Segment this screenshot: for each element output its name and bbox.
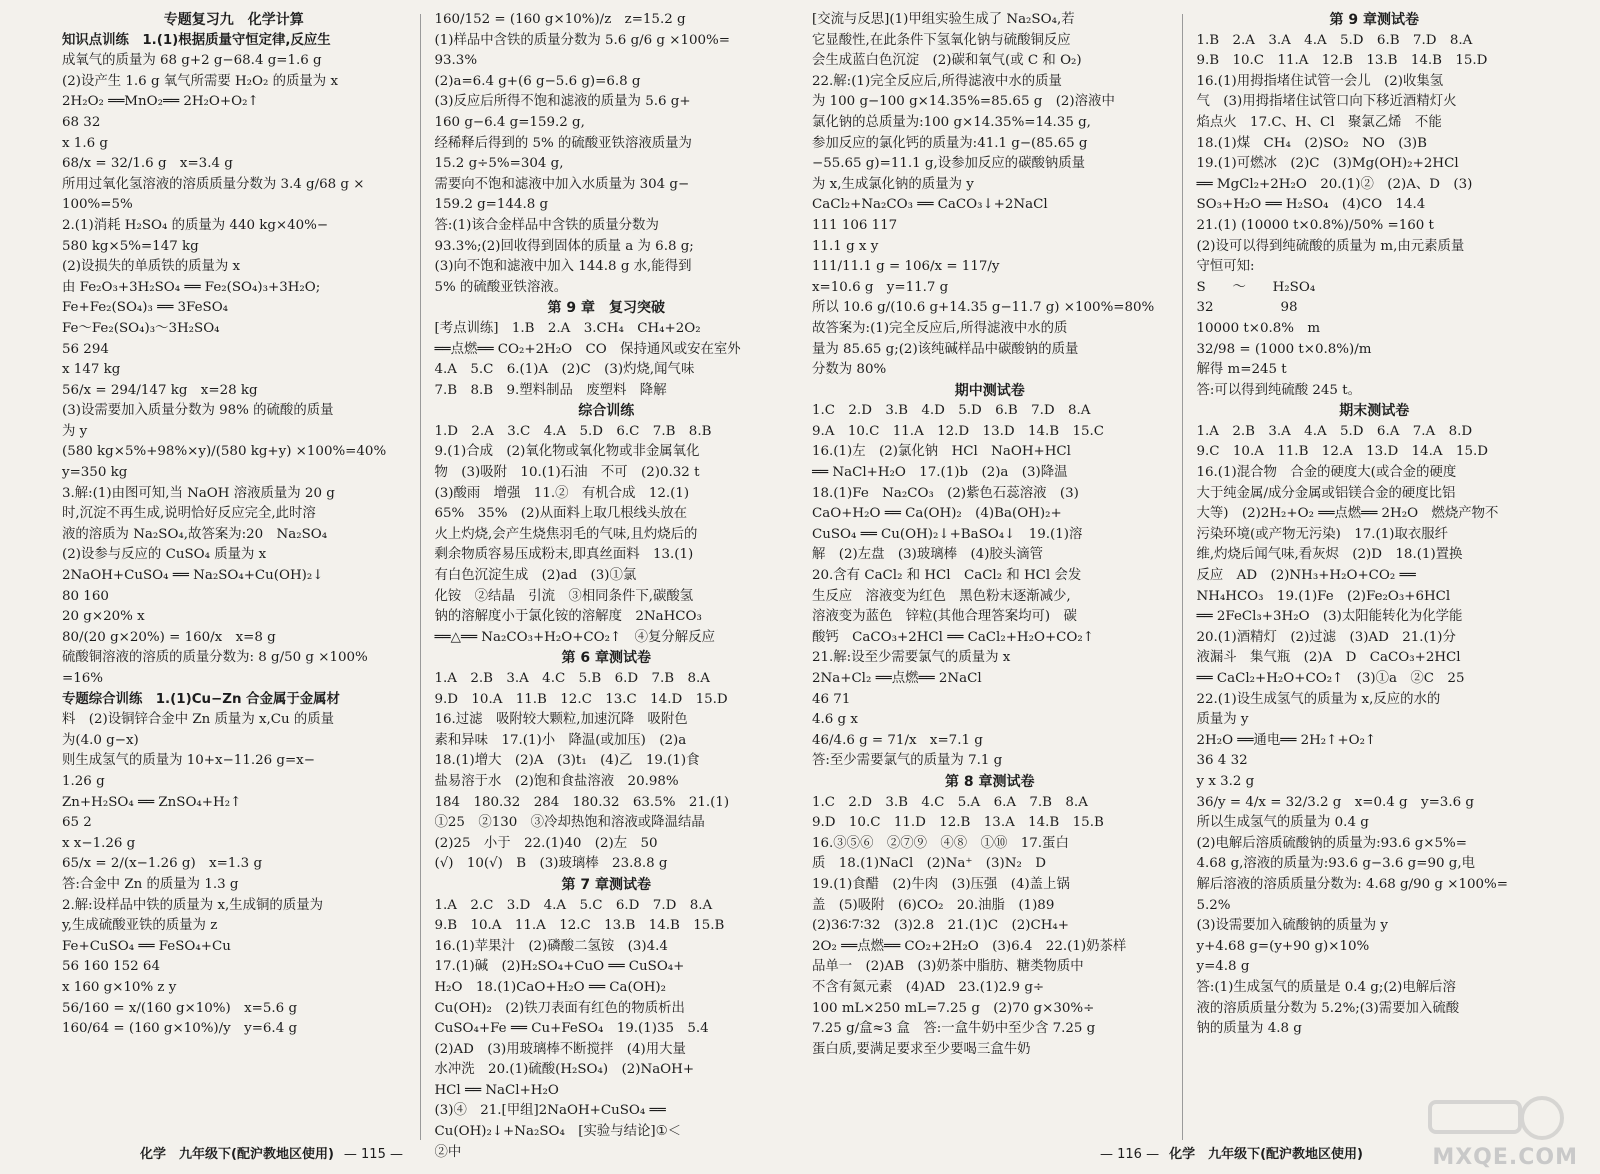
answer-line: [交流与反思](1)甲组实验生成了 Na₂SO₄,若 xyxy=(812,12,1075,27)
answer-line: 维,灼烧后闻气味,看灰烬 (2)D 18.(1)置换 xyxy=(1196,547,1463,563)
answer-line: (3)向不饱和滤液中加入 144.8 g 水,能得到 xyxy=(434,259,692,275)
answer-line: 16.(1)苹果汁 (2)磷酸二氢铵 (3)4.4 xyxy=(434,938,668,954)
answer-line: 111 106 117 xyxy=(812,217,898,233)
answer-line: 56/x = 294/147 kg x=28 kg xyxy=(62,382,258,398)
answer-line: 22.(1)设生成氢气的质量为 x,反应的水的 xyxy=(1196,691,1441,707)
answer-line: 65 2 xyxy=(62,815,92,831)
section-heading: 综合训练 xyxy=(578,403,635,420)
left-page-column-1 xyxy=(62,10,406,1140)
answer-line: [考点训练] 1.B 2.A 3.CH₄ CH₄+2O₂ xyxy=(434,320,701,336)
answer-line: 16.过滤 吸附较大颗粒,加速沉降 吸附色 xyxy=(434,712,688,728)
answer-line: 2H₂O ══通电══ 2H₂↑+O₂↑ xyxy=(1196,732,1377,748)
answer-line: 盐易溶于水 (2)饱和食盐溶液 20.98% xyxy=(434,773,679,789)
answer-line: 32 98 xyxy=(1196,300,1298,316)
right-footer xyxy=(1090,1143,1363,1162)
answer-line: 5% 的硫酸亚铁溶液。 xyxy=(434,279,568,295)
answer-line: 量为 85.65 g;(2)该纯碱样品中碳酸钠的质量 xyxy=(812,341,1079,357)
answer-line: 46 71 xyxy=(812,691,851,707)
answer-line: 守恒可知: xyxy=(1196,259,1255,275)
answer-line: 65% 35% (2)从面料上取几根线头放在 xyxy=(434,506,688,522)
answer-line: 钠的质量为 4.8 g xyxy=(1196,1021,1302,1037)
section-heading: 第 9 章测试卷 xyxy=(1329,12,1419,28)
answer-line: (3)设需要加入质量分数为 98% 的硫酸的质量 xyxy=(62,403,334,419)
answer-line: 1.26 g xyxy=(62,773,105,789)
answer-line: 93.3% xyxy=(434,53,478,69)
answer-line: 36 4 32 xyxy=(1196,753,1248,769)
section-heading: 专题复习九 化学计算 xyxy=(163,12,304,28)
answer-line: (3)反应后所得不饱和滤液的质量为 5.6 g+ xyxy=(434,94,691,110)
answer-line: 大等) (2)2H₂+O₂ ══点燃══ 2H₂O 燃烧产物不 xyxy=(1196,506,1499,522)
answer-line: 9.D 10.C 11.D 12.B 13.A 14.B 15.B xyxy=(812,815,1104,831)
answer-line: 不含有氮元素 (4)AD 23.(1)2.9 g÷ xyxy=(812,979,1045,995)
answer-line: 46/4.6 g = 71/x x=7.1 g xyxy=(812,732,983,748)
answer-line: 17.(1)碱 (2)H₂SO₄+CuO ══ CuSO₄+ xyxy=(434,959,685,975)
answer-line: (√) 10(√) B (3)玻璃棒 23.8.8 g xyxy=(434,856,668,872)
answer-line: 9.D 10.A 11.B 12.C 13.C 14.D 15.D xyxy=(434,691,728,707)
answer-line: x x−1.26 g xyxy=(62,835,136,851)
answer-line: 2.解:设样品中铁的质量为 x,生成铜的质量为 xyxy=(62,897,323,913)
answer-line: 1.A 2.B 3.A 4.C 5.B 6.D 7.B 8.A xyxy=(434,671,710,686)
answer-line: y=4.8 g xyxy=(1196,959,1250,975)
answer-line: 剩余物质容易压成粉末,即真丝面料 13.(1) xyxy=(434,547,694,563)
answer-line: 9.B 10.A 11.A 12.C 13.B 14.B 15.B xyxy=(434,918,725,934)
answer-line: 93.3%;(2)回收得到固体的质量 a 为 6.8 g; xyxy=(434,238,694,254)
answer-line: 质 18.(1)NaCl (2)Na⁺ (3)N₂ D xyxy=(812,856,1046,872)
answer-line: 有白色沉淀生成 (2)ad (3)①氯 xyxy=(434,568,637,584)
answer-line: Cu(OH)₂↓+Na₂SO₄ [实验与结论]①＜ xyxy=(434,1124,682,1140)
answer-line: 10000 t×0.8% m xyxy=(1196,320,1321,336)
answer-line: 21.(1) (10000 t×0.8%)/50% =160 t xyxy=(1196,217,1434,233)
answer-line: 所用过氧化氢溶液的溶质质量分数为 3.4 g/68 g × xyxy=(62,176,365,192)
answer-line: x 1.6 g xyxy=(62,135,108,151)
left-page-column-2 xyxy=(434,10,779,1160)
answer-line: 4.68 g,溶液的质量为:93.6 g−3.6 g=90 g,电 xyxy=(1196,856,1475,872)
answer-line: 为 x,生成氯化钠的质量为 y xyxy=(812,176,974,192)
answer-line: 20 g×20% x xyxy=(62,609,145,625)
answer-line: 7.B 8.B 9.塑料制品 废塑料 降解 xyxy=(434,382,667,398)
answer-line: 160/64 = (160 g×10%)/y y=6.4 g xyxy=(62,1021,298,1037)
answer-line: 专题综合训练 1.(1)Cu−Zn 合金属于金属材 xyxy=(62,691,340,707)
answer-line: 反应 AD (2)NH₃+H₂O+CO₂ ══ xyxy=(1196,568,1416,584)
answer-line: 56/160 = x/(160 g×10%) x=5.6 g xyxy=(62,1000,298,1016)
answer-line: 需要向不饱和滤液中加入水质量为 304 g− xyxy=(434,176,690,192)
answer-line: ══ MgCl₂+2H₂O 20.(1)② (2)A、D (3) xyxy=(1196,176,1473,192)
answer-line: 水冲洗 20.(1)硫酸(H₂SO₄) (2)NaOH+ xyxy=(434,1062,695,1078)
answer-line: (3)酸雨 增强 11.② 有机合成 12.(1) xyxy=(434,485,690,501)
answer-line: 火上灼烧,会产生烧焦羽毛的气味,且灼烧后的 xyxy=(434,526,698,542)
column-divider xyxy=(1182,14,1183,1140)
answer-line: 3.解:(1)由图可知,当 NaOH 溶液质量为 20 g xyxy=(62,485,335,501)
answer-line: 160/152 = (160 g×10%)/z z=15.2 g xyxy=(434,12,686,27)
answer-line: 16.(1)混合物 合金的硬度大(或合金的硬度 xyxy=(1196,465,1457,481)
right-page-column-2 xyxy=(1197,10,1553,1140)
answer-line: 参加反应的氯化钙的质量为:41.1 g−(85.65 g xyxy=(812,135,1088,151)
answer-line: 时,沉淀不再生成,说明恰好反应完全,此时溶 xyxy=(62,506,316,522)
answer-line: 故答案为:(1)完全反应后,所得滤液中水的质 xyxy=(812,320,1068,336)
answer-line: 19.(1)食醋 (2)牛肉 (3)压强 (4)盖上锅 xyxy=(812,876,1070,892)
page-number: — 115 — xyxy=(343,1147,403,1162)
answer-line: 2NaOH+CuSO₄ ══ Na₂SO₄+Cu(OH)₂↓ xyxy=(62,568,324,584)
answer-line: 65/x = 2/(x−1.26 g) x=1.3 g xyxy=(62,856,263,872)
answer-line: 1.C 2.D 3.B 4.D 5.D 6.B 7.D 8.A xyxy=(812,403,1091,419)
answer-line: 184 180.32 284 180.32 63.5% 21.(1) xyxy=(434,794,730,810)
answer-line: 所以 10.6 g/(10.6 g+14.35 g−11.7 g) ×100%=80% xyxy=(812,300,1155,316)
answer-line: 答:合金中 Zn 的质量为 1.3 g xyxy=(62,876,239,892)
answer-line: 知识点训练 1.(1)根据质量守恒定律,反应生 xyxy=(62,32,331,48)
page-number: — 116 — xyxy=(1100,1147,1160,1162)
answer-line: 则生成氢气的质量为 10+x−11.26 g=x− xyxy=(62,753,315,769)
answer-line: S ～ H₂SO₄ xyxy=(1196,279,1316,295)
answer-line: 所以生成氢气的质量为 0.4 g xyxy=(1196,815,1369,831)
answer-line: 解得 m=245 t xyxy=(1196,362,1287,378)
answer-line: NH₄HCO₃ 19.(1)Fe (2)Fe₂O₃+6HCl xyxy=(1196,588,1451,604)
answer-line: ══△══ Na₂CO₃+H₂O+CO₂↑ ④复分解反应 xyxy=(434,629,715,645)
answer-line: 为(4.0 g−x) xyxy=(62,732,139,748)
answer-line: 会生成蓝白色沉淀 (2)碳和氧气(或 C 和 O₂) xyxy=(812,53,1082,69)
section-heading: 期末测试卷 xyxy=(1339,403,1410,420)
answer-line: CaO+H₂O ══ Ca(OH)₂ (4)Ba(OH)₂+ xyxy=(812,506,1062,522)
answer-line: 56 160 152 64 xyxy=(62,959,160,975)
answer-line: HCl ══ NaCl+H₂O xyxy=(434,1082,559,1098)
answer-line: 16.(1)左 (2)氯化钠 HCl NaOH+HCl xyxy=(812,444,1071,460)
answer-line: 1.A 2.C 3.D 4.A 5.C 6.D 7.D 8.A xyxy=(434,897,713,913)
answer-line: 19.(1)可燃冰 (2)C (3)Mg(OH)₂+2HCl xyxy=(1196,156,1459,172)
answer-line: Fe+CuSO₄ ══ FeSO₄+Cu xyxy=(62,938,231,954)
right-page-column-1 xyxy=(812,10,1168,1140)
answer-line: y=350 kg xyxy=(62,465,128,481)
watermark-text: MXQE.COM xyxy=(1432,1145,1578,1170)
answer-line: 答:至少需要氯气的质量为 7.1 g xyxy=(812,753,1003,769)
answer-line: 气 (3)用拇指堵住试管口向下移近酒精灯火 xyxy=(1196,94,1457,110)
answer-line: 1.B 2.A 3.A 4.A 5.D 6.B 7.D 8.A xyxy=(1196,32,1473,48)
answer-line: 18.(1)Fe Na₂CO₃ (2)紫色石蕊溶液 (3) xyxy=(812,485,1079,501)
answer-line: CaCl₂+Na₂CO₃ ══ CaCO₃↓+2NaCl xyxy=(812,197,1048,213)
answer-line: 18.(1)煤 CH₄ (2)SO₂ NO (3)B xyxy=(1196,135,1427,151)
answer-line: 氯化钠的总质量为:100 g×14.35%=14.35 g, xyxy=(812,114,1091,130)
answer-line: 4.A 5.C 6.(1)A (2)C (3)灼烧,闻气味 xyxy=(434,362,695,378)
answer-line: 68/x = 32/1.6 g x=3.4 g xyxy=(62,156,233,172)
answer-line: 钠的溶解度小于氯化铵的溶解度 2NaHCO₃ xyxy=(434,609,702,625)
answer-line: 15.2 g÷5%=304 g, xyxy=(434,156,564,172)
answer-line: y,生成硫酸亚铁的质量为 z xyxy=(62,918,218,934)
answer-line: 1.D 2.A 3.C 4.A 5.D 6.C 7.B 8.B xyxy=(434,423,712,439)
answer-line: (2)设参与反应的 CuSO₄ 质量为 x xyxy=(62,547,267,563)
answer-line: 蛋白质,要满足要求至少要喝三盒牛奶 xyxy=(812,1041,1031,1057)
answer-line: 111/11.1 g = 106/x = 117/y xyxy=(812,259,1000,275)
answer-line: 22.解:(1)完全反应后,所得滤液中水的质量 xyxy=(812,73,1062,89)
answer-line: 为 100 g−100 g×14.35%=85.65 g (2)溶液中 xyxy=(812,94,1115,110)
answer-line: x=10.6 g y=11.7 g xyxy=(812,279,949,295)
answer-line: 2O₂ ══点燃══ CO₂+2H₂O (3)6.4 22.(1)奶茶样 xyxy=(812,938,1127,954)
answer-line: (2)a=6.4 g+(6 g−5.6 g)=6.8 g xyxy=(434,73,641,89)
answer-line: 21.解:设至少需要氯气的质量为 x xyxy=(812,650,1011,666)
answer-line: (2)设损失的单质铁的质量为 x xyxy=(62,259,241,275)
answer-line: 9.C 10.A 11.B 12.A 13.D 14.A 15.D xyxy=(1196,444,1488,460)
answer-line: (580 kg×5%+98%×y)/(580 kg+y) ×100%=40% xyxy=(62,444,387,460)
answer-line: Fe+Fe₂(SO₄)₃ ══ 3FeSO₄ xyxy=(62,300,229,316)
answer-line: 答:(1)该合金样品中含铁的质量分数为 xyxy=(434,217,659,233)
answer-line: (2)AD (3)用玻璃棒不断搅拌 (4)用大量 xyxy=(434,1041,686,1057)
answer-line: 物 (3)吸附 10.(1)石油 不可 (2)0.32 t xyxy=(434,465,700,481)
answer-line: 9.A 10.C 11.A 12.D 13.D 14.B 15.C xyxy=(812,423,1105,439)
answer-line: (3)设需要加入硫酸钠的质量为 y xyxy=(1196,918,1388,934)
answer-line: (2)电解后溶质硫酸钠的质量为:93.6 g×5%= xyxy=(1196,835,1467,851)
right-page xyxy=(812,10,1552,1140)
answer-line: 焰点火 17.C、H、Cl 聚氯乙烯 不能 xyxy=(1196,114,1442,130)
answer-line: 2H₂O₂ ══MnO₂══ 2H₂O+O₂↑ xyxy=(62,94,259,110)
answer-line: 4.6 g x xyxy=(812,712,858,728)
section-heading: 第 9 章 复习突破 xyxy=(547,300,665,317)
answer-line: 解 (2)左盘 (3)玻璃棒 (4)胶头滴管 xyxy=(812,547,1043,563)
answer-line: 100 mL×250 mL=7.25 g (2)70 g×30%÷ xyxy=(812,1000,1095,1016)
answer-line: ══ NaCl+H₂O 17.(1)b (2)a (3)降温 xyxy=(812,465,1068,481)
answer-line: 质量为 y xyxy=(1196,712,1249,728)
answer-line: y x 3.2 g xyxy=(1196,773,1255,789)
answer-line: 9.B 10.C 11.A 12.B 13.B 14.B 15.D xyxy=(1196,53,1488,69)
answer-line: y+4.68 g=(y+90 g)×10% xyxy=(1196,938,1370,954)
answer-line: 溶液变为蓝色 锌粒(其他合理答案均可) 碳 xyxy=(812,609,1077,625)
answer-line: 它显酸性,在此条件下氢氧化钠与硫酸铜反应 xyxy=(812,32,1071,48)
answer-line: 160 g−6.4 g=159.2 g, xyxy=(434,114,585,130)
answer-line: Zn+H₂SO₄ ══ ZnSO₄+H₂↑ xyxy=(62,794,242,810)
answer-line: 品单一 (2)AB (3)奶茶中脂肪、糖类物质中 xyxy=(812,959,1084,975)
answer-line: 生反应 溶液变为红色 黑色粉末逐渐减少, xyxy=(812,588,1071,604)
answer-line: 16.③⑤⑥ ②⑦⑨ ④⑧ ①⑩ 17.蛋白 xyxy=(812,835,1069,851)
answer-line: 32/98 = (1000 t×0.8%)/m xyxy=(1196,341,1372,357)
answer-line: 159.2 g=144.8 g xyxy=(434,197,549,213)
answer-line: 盖 (5)吸附 (6)CO₂ 20.油脂 (1)89 xyxy=(812,897,1055,913)
section-heading: 第 8 章测试卷 xyxy=(945,773,1035,790)
answer-line: (1)样品中含铁的质量分数为 5.6 g/6 g ×100%= xyxy=(434,32,730,48)
answer-line: 由 Fe₂O₃+3H₂SO₄ ══ Fe₂(SO₄)₃+3H₂O; xyxy=(62,279,321,295)
answer-line: 酸钙 CaCO₃+2HCl ══ CaCl₂+H₂O+CO₂↑ xyxy=(812,629,1094,645)
answer-line: 大于纯金属/成分金属或铝镁合金的硬度比铝 xyxy=(1196,485,1456,501)
answer-line: x 160 g×10% z y xyxy=(62,979,177,995)
left-footer xyxy=(140,1143,413,1162)
answer-line: 2Na+Cl₂ ══点燃══ 2NaCl xyxy=(812,671,982,686)
answer-line: 分数为 80% xyxy=(812,362,887,378)
answer-line: (3)④ 21.[甲组]2NaOH+CuSO₄ ══ xyxy=(434,1103,666,1119)
answer-line: 80/(20 g×20%) = 160/x x=8 g xyxy=(62,629,276,645)
answer-line: 100%=5% xyxy=(62,197,133,213)
answer-line: x 147 kg xyxy=(62,362,121,378)
answer-line: ①25 ②130 ③冷却热饱和溶液或降温结晶 xyxy=(434,815,705,831)
answer-line: (2)25 小于 22.(1)40 (2)左 50 xyxy=(434,835,658,851)
answer-line: =16% xyxy=(62,671,103,686)
answer-line: 为 y xyxy=(62,423,88,439)
answer-line: 1.C 2.D 3.B 4.C 5.A 6.A 7.B 8.A xyxy=(812,794,1088,810)
answer-line: 80 160 xyxy=(62,588,109,604)
section-heading: 期中测试卷 xyxy=(954,382,1025,399)
footer-subject: 化学 九年级下(配沪教地区使用) xyxy=(140,1147,334,1162)
answer-line: −55.65 g)=11.1 g,设参加反应的碳酸钠质量 xyxy=(812,156,1086,172)
answer-line: 56 294 xyxy=(62,341,109,357)
answer-line: 解后溶液的溶质质量分数为: 4.68 g/90 g ×100%= xyxy=(1196,876,1508,892)
answer-line: CuSO₄ ══ Cu(OH)₂↓+BaSO₄↓ 19.(1)溶 xyxy=(812,526,1083,542)
answer-line: 成氧气的质量为 68 g+2 g−68.4 g=1.6 g xyxy=(62,53,322,69)
answer-line: ══ CaCl₂+H₂O+CO₂↑ (3)①a ②C 25 xyxy=(1196,671,1465,686)
answer-line: CuSO₄+Fe ══ Cu+FeSO₄ 19.(1)35 5.4 xyxy=(434,1021,709,1037)
section-heading: 第 6 章测试卷 xyxy=(561,650,651,667)
answer-line: ②中 xyxy=(434,1144,462,1160)
answer-line: 答:(1)生成氢气的质量是 0.4 g;(2)电解后溶 xyxy=(1196,979,1456,995)
answer-line: 68 32 xyxy=(62,114,101,130)
answer-line: 液漏斗 集气瓶 (2)A D CaCO₃+2HCl xyxy=(1196,650,1461,666)
answer-line: SO₃+H₂O ══ H₂SO₄ (4)CO 14.4 xyxy=(1196,197,1426,213)
answer-line: H₂O 18.(1)CaO+H₂O ══ Ca(OH)₂ xyxy=(434,979,666,995)
answer-line: 素和异味 17.(1)小 降温(或加压) (2)a xyxy=(434,732,687,748)
answer-line: 1.A 2.B 3.A 4.A 5.D 6.A 7.A 8.D xyxy=(1196,423,1473,439)
answer-line: 硫酸铜溶液的溶质的质量分数为: 8 g/50 g ×100% xyxy=(62,650,368,666)
answer-line: 液的溶质为 Na₂SO₄,故答案为:20 Na₂SO₄ xyxy=(62,526,328,542)
answer-line: 污染环境(或产物无污染) 17.(1)取衣服纤 xyxy=(1196,526,1449,542)
answer-line: Cu(OH)₂ (2)铁刀表面有红色的物质析出 xyxy=(434,1000,685,1016)
section-heading: 第 7 章测试卷 xyxy=(561,876,651,893)
answer-line: 5.2% xyxy=(1196,897,1231,913)
answer-line: 2.(1)消耗 H₂SO₄ 的质量为 440 kg×40%− xyxy=(62,217,329,233)
answer-line: (2)36∶7∶32 (3)2.8 21.(1)C (2)CH₄+ xyxy=(812,918,1069,934)
footer-subject: 化学 九年级下(配沪教地区使用) xyxy=(1169,1147,1363,1162)
answer-line: 16.(1)用拇指堵住试管一会儿 (2)收集氢 xyxy=(1196,73,1444,89)
answer-line: 18.(1)增大 (2)A (3)t₁ (4)乙 19.(1)食 xyxy=(434,753,700,769)
answer-line: 答:可以得到纯硫酸 245 t。 xyxy=(1196,382,1361,398)
answer-line: 580 kg×5%=147 kg xyxy=(62,238,199,254)
answer-line: 化铵 ②结晶 引流 ③相同条件下,碳酸氢 xyxy=(434,588,694,604)
answer-line: 20.(1)酒精灯 (2)过滤 (3)AD 21.(1)分 xyxy=(1196,629,1456,645)
answer-line: 7.25 g/盒≈3 盒 答:一盒牛奶中至少含 7.25 g xyxy=(812,1021,1096,1037)
answer-line: Fe～Fe₂(SO₄)₃～3H₂SO₄ xyxy=(62,320,220,336)
answer-line: (2)设可以得到纯硫酸的质量为 m,由元素质量 xyxy=(1196,238,1465,254)
column-divider xyxy=(420,14,421,1140)
answer-line: ══点燃══ CO₂+2H₂O CO 保持通风或安在室外 xyxy=(434,341,741,357)
answer-line: 20.含有 CaCl₂ 和 HCl CaCl₂ 和 HCl 会发 xyxy=(812,568,1082,584)
answer-line: ══ 2FeCl₃+3H₂O (3)太阳能转化为化学能 xyxy=(1196,609,1463,625)
answer-line: 液的溶质质量分数为 5.2%;(3)需要加入硫酸 xyxy=(1196,1000,1460,1016)
answer-line: 料 (2)设铜锌合金中 Zn 质量为 x,Cu 的质量 xyxy=(62,712,335,728)
answer-line: 11.1 g x y xyxy=(812,238,879,254)
answer-line: 36/y = 4/x = 32/3.2 g x=0.4 g y=3.6 g xyxy=(1196,794,1474,810)
answer-line: (2)设产生 1.6 g 氧气所需要 H₂O₂ 的质量为 x xyxy=(62,73,339,89)
answer-line: 经稀释后得到的 5% 的硫酸亚铁溶液质量为 xyxy=(434,135,692,151)
answer-line: 9.(1)合成 (2)氧化物或氧化物或非金属氧化 xyxy=(434,444,700,460)
